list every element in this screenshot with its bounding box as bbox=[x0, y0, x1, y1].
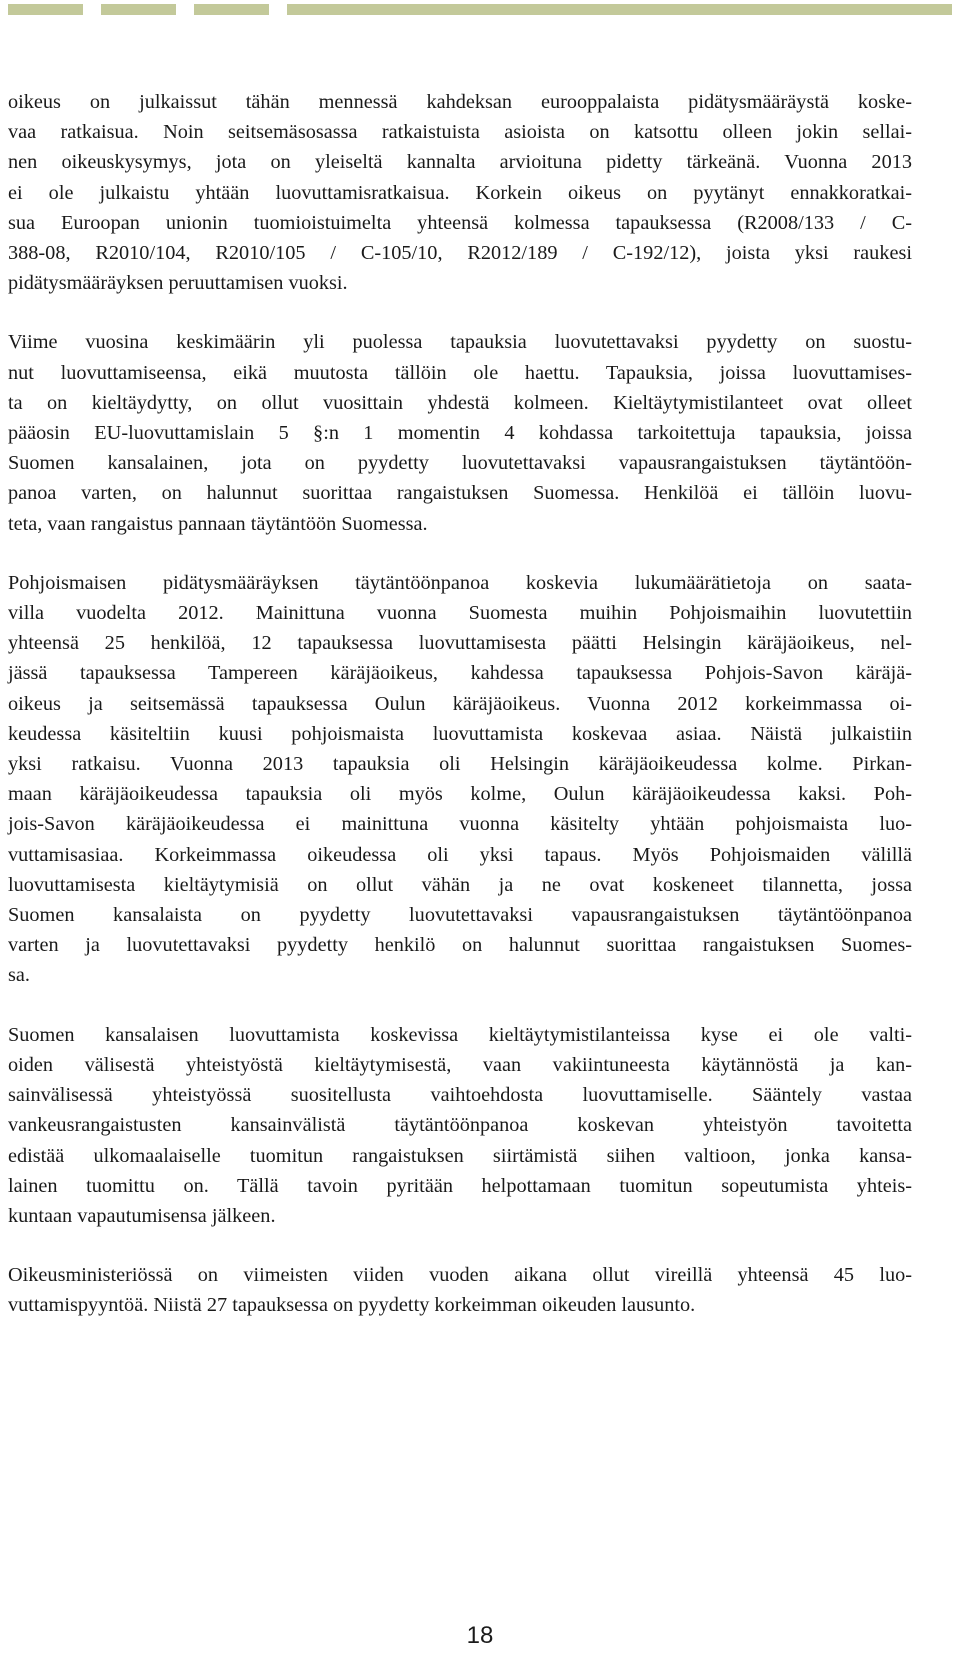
text-line: Suomen kansalainen, jota on pyydetty luovutettavaksi vapausrangaistuksen täytäntöön- bbox=[8, 452, 912, 475]
header-bar bbox=[194, 4, 269, 15]
text-line: maan käräjäoikeudessa tapauksia oli myös kolme, Oulun käräjäoikeudessa kaksi. Poh- bbox=[8, 783, 912, 806]
text-line: Oikeusministeriössä on viimeisten viiden vuoden aikana ollut vireillä yhteensä 45 luo- bbox=[8, 1264, 912, 1287]
text-line: yhteensä 25 henkilöä, 12 tapauksessa luovuttamisesta päätti Helsingin käräjäoikeus, nel- bbox=[8, 632, 912, 655]
text-line: vuttamispyyntöä. Niistä 27 tapauksessa on pyydetty korkeimman oikeuden lausunto. bbox=[8, 1294, 696, 1317]
text-line: nut luovuttamiseensa, eikä muutosta tällöin ole haettu. Tapauksia, joissa luovuttamises- bbox=[8, 361, 912, 384]
text-line: lainen tuomittu on. Tällä tavoin pyritään helpottamaan tuomitun sopeutumista yhteis- bbox=[8, 1174, 912, 1197]
document-body bbox=[8, 87, 912, 1350]
text-line: vankeusrangaistusten kansainvälistä täytäntöönpanoa koskevan yhteistyön tavoitetta bbox=[8, 1114, 912, 1137]
text-line: sainvälisessä yhteistyössä suositellusta vaihtoehdosta luovuttamiselle. Sääntely vastaa bbox=[8, 1084, 912, 1107]
text-line: ta on kieltäydytty, on ollut vuosittain yhdestä kolmeen. Kieltäytymistilanteet ovat olleet bbox=[8, 391, 912, 414]
text-line: varten ja luovutettavaksi pyydetty henkilö on halunnut suorittaa rangaistuksen Suomes- bbox=[8, 934, 912, 957]
text-line: panoa varten, on halunnut suorittaa rangaistuksen Suomessa. Henkilöä ei tällöin luovu- bbox=[8, 482, 912, 505]
text-line: oikeus on julkaissut tähän mennessä kahdeksan eurooppalaista pidätysmääräystä koske- bbox=[8, 91, 912, 113]
text-line: luovuttamisesta kieltäytymisiä on ollut vähän ja ne ovat koskeneet tilannetta, jossa bbox=[8, 873, 912, 896]
text-line: keudessa käsiteltiin kuusi pohjoismaista luovuttamista koskevaa asiaa. Näistä julkaistiin bbox=[8, 722, 912, 745]
text-line: Suomen kansalaista on pyydetty luovutettavaksi vapausrangaistuksen täytäntöönpanoa bbox=[8, 904, 912, 927]
text-line: sua Euroopan unionin tuomioistuimelta yhteensä kolmessa tapauksessa (R2008/133 / C- bbox=[8, 211, 912, 234]
header-bar bbox=[8, 4, 83, 15]
text-line: jässä tapauksessa Tampereen käräjäoikeus, kahdessa tapauksessa Pohjois-Savon käräjä- bbox=[8, 662, 912, 685]
text-line: jois-Savon käräjäoikeudessa ei mainittuna vuonna käsitelty yhtään pohjoismaista luo- bbox=[8, 813, 912, 836]
text-line: Viime vuosina keskimäärin yli puolessa tapauksia luovutettavaksi pyydetty on suostu- bbox=[8, 331, 912, 354]
text-line: Pohjoismaisen pidätysmääräyksen täytäntöönpanoa koskevia lukumäärätietoja on saata- bbox=[8, 571, 912, 594]
page-number: 18 bbox=[466, 1622, 494, 1649]
text-line: sa. bbox=[8, 964, 30, 987]
paragraph bbox=[8, 327, 912, 538]
text-line: Suomen kansalaisen luovuttamista koskevissa kieltäytymistilanteissa kyse ei ole valti- bbox=[8, 1023, 912, 1046]
text-line: kuntaan vapautumisensa jälkeen. bbox=[8, 1204, 276, 1227]
text-line: ei ole julkaistu yhtään luovuttamisratkaisua. Korkein oikeus on pyytänyt ennakkoratkai- bbox=[8, 181, 912, 204]
text-line: nen oikeuskysymys, jota on yleiseltä kannalta arvioituna pidetty tärkeänä. Vuonna 2013 bbox=[8, 151, 912, 174]
paragraph bbox=[8, 87, 912, 298]
text-line: oikeus ja seitsemässä tapauksessa Oulun käräjäoikeus. Vuonna 2012 korkeimmassa oi- bbox=[8, 692, 912, 715]
paragraph bbox=[8, 1260, 912, 1320]
text-line: yksi ratkaisu. Vuonna 2013 tapauksia oli Helsingin käräjäoikeudessa kolme. Pirkan- bbox=[8, 753, 912, 776]
text-line: 388-08, R2010/104, R2010/105 / C-105/10, R2012/189 / C-192/12), joista yksi raukesi bbox=[8, 242, 912, 265]
header-decoration bbox=[8, 4, 952, 15]
text-line: villa vuodelta 2012. Mainittuna vuonna Suomesta muihin Pohjoismaihin luovutettiin bbox=[8, 602, 912, 625]
paragraph bbox=[8, 1020, 912, 1231]
text-line: vaa ratkaisua. Noin seitsemäsosassa ratkaistuista asioista on katsottu olleen jokin sellai- bbox=[8, 121, 912, 144]
text-line: vuttamisasiaa. Korkeimmassa oikeudessa oli yksi tapaus. Myös Pohjoismaiden välillä bbox=[8, 843, 912, 866]
text-line: oiden välisestä yhteistyöstä kieltäytymisestä, vaan vakiintuneesta käytännöstä ja kan- bbox=[8, 1053, 912, 1076]
text-line: pääosin EU-luovuttamislain 5 §:n 1 momentin 4 kohdassa tarkoitettuja tapauksia, joissa bbox=[8, 422, 912, 445]
text-line: edistää ulkomaalaiselle tuomitun rangaistuksen siirtämistä siihen valtioon, jonka kansa- bbox=[8, 1144, 912, 1167]
header-bar bbox=[287, 4, 952, 15]
text-line: pidätysmääräyksen peruuttamisen vuoksi. bbox=[8, 272, 348, 295]
text-line: teta, vaan rangaistus pannaan täytäntöön Suomessa. bbox=[8, 512, 428, 535]
paragraph bbox=[8, 568, 912, 991]
header-bar bbox=[101, 4, 176, 15]
